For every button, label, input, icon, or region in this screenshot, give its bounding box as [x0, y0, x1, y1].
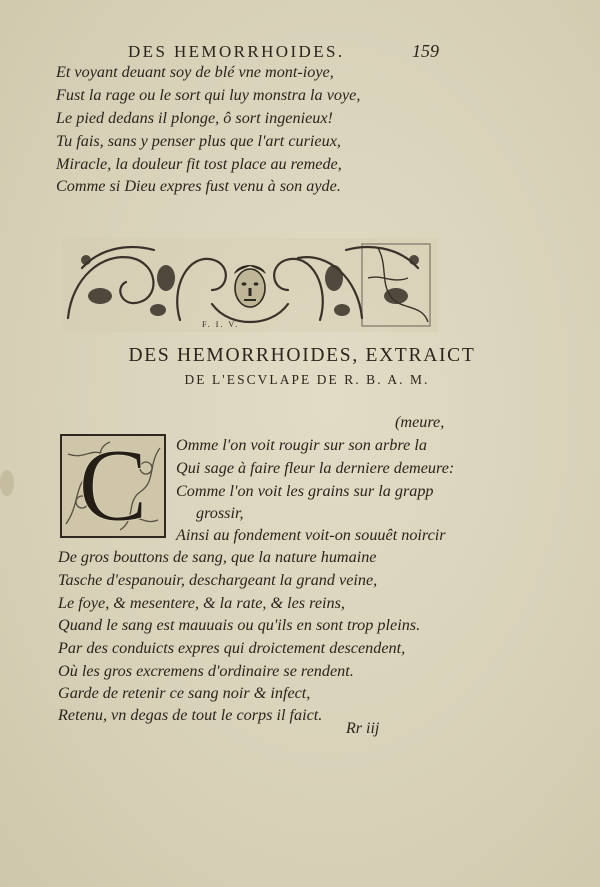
headpiece-initials: F. I. V. — [202, 320, 240, 329]
poem-line: Qui sage à faire fleur la derniere demeure: — [176, 459, 455, 477]
ink-blot — [0, 470, 14, 496]
verse-line: Comme si Dieu expres fust venu à son ayde. — [56, 177, 341, 195]
drop-cap-letter: C — [78, 434, 148, 538]
poem-line: Le foye, & mesentere, & la rate, & les reins, — [58, 594, 345, 612]
poem-line: Où les gros excremens d'ordinaire se rendent. — [58, 662, 354, 680]
poem-line: Par des conduicts expres qui droictement descendent, — [58, 639, 406, 657]
poem-line: Garde de retenir ce sang noir & infect, — [58, 684, 311, 702]
poem-line: De gros bouttons de sang, que la nature humaine — [58, 548, 377, 566]
running-title: DES HEMORRHOIDES. — [128, 42, 345, 61]
decorative-headpiece — [62, 238, 438, 332]
verse-line: Fust la rage ou le sort qui luy monstra la voye, — [56, 86, 361, 104]
poem-line: (meure, — [395, 413, 445, 431]
section-subtitle: DE L'ESCVLAPE DE R. B. A. M. — [184, 372, 430, 387]
poem-line: Ainsi au fondement voit-on souuêt noircir — [176, 526, 446, 544]
verse-line: Et voyant deuant soy de blé vne mont-ioye, — [56, 63, 334, 81]
signature-mark: Rr iij — [346, 720, 380, 737]
page-number: 159 — [412, 41, 439, 61]
poem-line: Omme l'on voit rougir sur son arbre la — [176, 436, 427, 454]
poem-line: grossir, — [196, 504, 244, 522]
poem-line: Comme l'on voit les grains sur la grapp — [176, 482, 434, 500]
verse-line: Miracle, la douleur fit tost place au remede, — [56, 155, 342, 173]
decorated-initial — [60, 434, 166, 538]
poem-line: Quand le sang est mauuais ou qu'ils en sont trop pleins. — [58, 616, 421, 634]
poem-line: Retenu, vn degas de tout le corps il faict. — [58, 706, 323, 724]
verse-line: Tu fais, sans y penser plus que l'art curieux, — [56, 132, 341, 150]
section-title: DES HEMORRHOIDES, EXTRAICT — [128, 345, 476, 366]
poem-line: Tasche d'espanouir, deschargeant la grand veine, — [58, 571, 378, 589]
verse-line: Le pied dedans il plonge, ô sort ingenieux! — [56, 109, 333, 127]
